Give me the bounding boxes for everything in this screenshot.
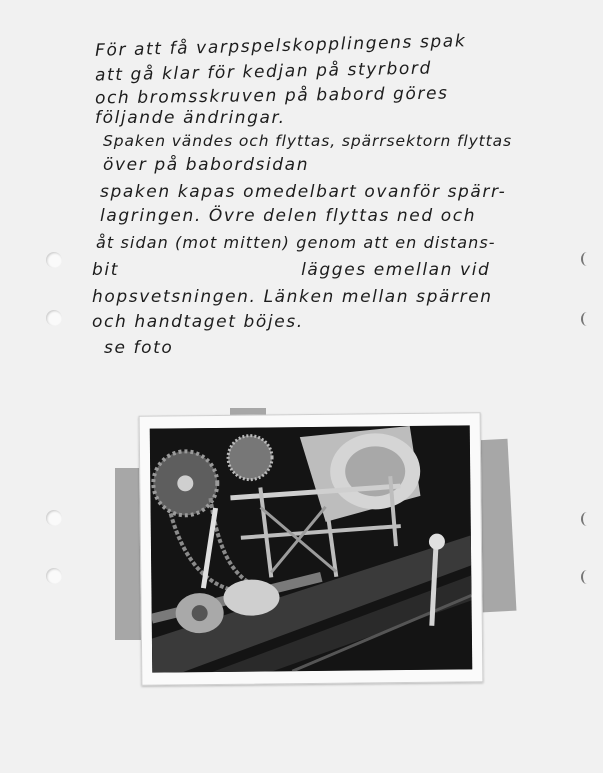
binder-ring-mark [581,252,593,266]
note-line: Spaken vändes och flyttas, spärrsektorn flyttas [103,132,512,150]
note-line: hopsvetsningen. Länken mellan spärren [92,287,493,307]
attached-photograph [139,412,484,686]
punch-hole [46,252,62,268]
binder-ring-mark [581,570,593,584]
note-line: över på babordsidan [103,155,310,175]
note-line: bit lägges emellan vid [92,260,491,280]
note-line: att gå klar för kedjan på styrbord [94,58,433,86]
photo-image [150,425,473,672]
note-line: följande ändringar. [95,108,286,128]
punch-hole [46,310,62,326]
note-line: åt sidan (mot mitten) genom att en distans- [96,233,496,252]
punch-hole [46,568,62,584]
binder-ring-mark [581,512,593,526]
note-line: lagringen. Övre delen flyttas ned och [100,206,477,226]
note-line: se foto [104,338,174,358]
note-line: och bromsskruven på babord göres [94,83,449,109]
note-line: och handtaget böjes. [92,312,304,332]
binder-ring-mark [581,312,593,326]
note-line: För att få varpspelskopplingens spak [94,31,467,61]
punch-hole [46,510,62,526]
machinery-photo [150,425,473,672]
note-line: spaken kapas omedelbart ovanför spärr- [100,182,507,202]
